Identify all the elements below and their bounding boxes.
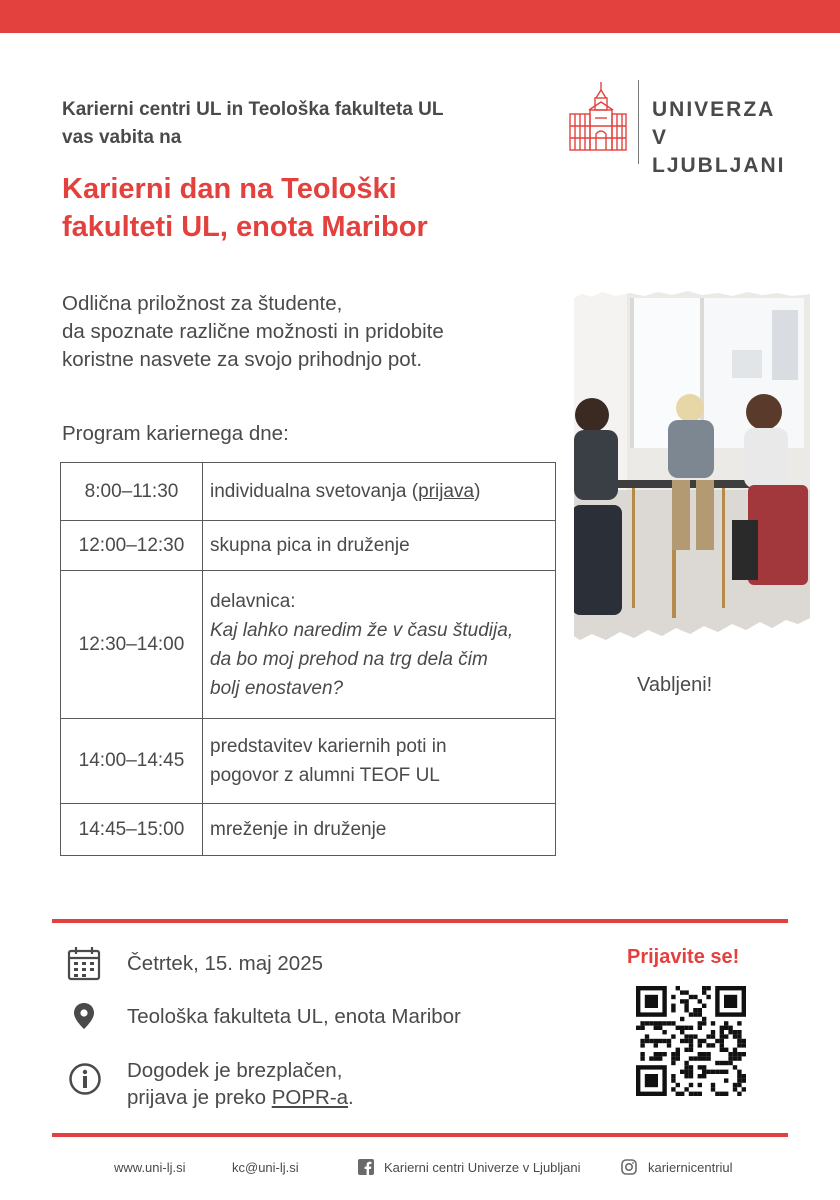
table-row [61,521,556,571]
register-heading: Prijavite se! [627,946,740,968]
table-row [61,804,556,856]
university-logo [568,80,808,177]
workshop-label: delavnica: [210,590,296,612]
schedule-table [60,462,556,856]
lead-line-1: Odlična priložnost za študente, [62,292,343,315]
university-name-line-2: V LJUBLJANI [652,126,786,177]
info-icon [68,1062,102,1096]
activity-cell [203,719,556,804]
registration-link[interactable]: prijava [418,481,475,502]
top-accent-bar [0,0,840,33]
time-cell: 14:45–15:00 [61,804,203,856]
activity-cell [203,463,556,521]
activity-cell [203,571,556,719]
footer-email[interactable]: kc@uni-lj.si [232,1160,299,1175]
event-date: Četrtek, 15. maj 2025 [127,952,323,975]
title-line-2: fakulteti UL, enota Maribor [62,211,428,243]
activity-text-end: ) [474,481,481,502]
workshop-title-line-3: bolj enostaven? [210,677,344,699]
lead-line-3: koristne nasvete za svojo prihodnjo pot. [62,348,423,371]
event-location: Teološka fakulteta UL, enota Maribor [127,1005,461,1028]
section-divider-bottom [52,1133,788,1137]
table-row [61,571,556,719]
table-row [61,463,556,521]
intro-line-2: vas vabita na [62,127,182,148]
lead-line-2: da spoznate različne možnosti in pridobite [62,320,444,343]
location-pin-icon [73,1002,95,1030]
title-line-1: Karierni dan na Teološki [62,173,397,205]
note-line-1: Dogodek je brezplačen, [127,1059,343,1082]
table-row [61,719,556,804]
workshop-title-line-1: Kaj lahko naredim že v času študija, [210,619,514,641]
facebook-icon[interactable] [358,1159,374,1175]
time-cell: 8:00–11:30 [61,463,203,521]
activity-cell: mreženje in druženje [203,804,556,856]
footer-facebook[interactable]: Karierni centri Univerze v Ljubljani [384,1160,581,1175]
activity-text: individualna svetovanja ( [210,481,419,502]
note-text: prijava je preko [127,1086,272,1109]
university-name-line-1: UNIVERZA [652,98,776,121]
time-cell: 12:00–12:30 [61,521,203,571]
calendar-icon [67,945,101,981]
event-note [127,1057,354,1111]
time-cell: 12:30–14:00 [61,571,203,719]
note-line-2 [127,1084,354,1111]
footer-website[interactable]: www.uni-lj.si [114,1160,186,1175]
popr-link[interactable]: POPR-a [271,1086,349,1109]
section-divider-top [52,919,788,923]
university-building-icon [568,80,628,152]
time-cell: 14:00–14:45 [61,719,203,804]
invitation-intro [62,96,532,152]
activity-cell: skupna pica in druženje [203,521,556,571]
students-photo [572,290,812,650]
event-title [62,170,532,246]
footer-instagram[interactable]: kariernicentriul [648,1160,733,1175]
university-name [652,96,808,180]
activity-line-1: predstavitev kariernih poti in [210,736,447,757]
logo-divider [638,80,639,164]
program-heading: Program kariernega dne: [62,422,289,445]
instagram-icon[interactable] [621,1159,637,1175]
welcome-text: Vabljeni! [637,674,713,696]
note-text-end: . [348,1086,354,1109]
qr-code-icon[interactable] [636,986,746,1096]
workshop-title-line-2: da bo moj prehod na trg dela čim [210,648,488,670]
lead-paragraph [62,290,552,374]
intro-line-1: Karierni centri UL in Teološka fakulteta UL [62,99,444,120]
activity-line-2: pogovor z alumni TEOF UL [210,765,440,786]
